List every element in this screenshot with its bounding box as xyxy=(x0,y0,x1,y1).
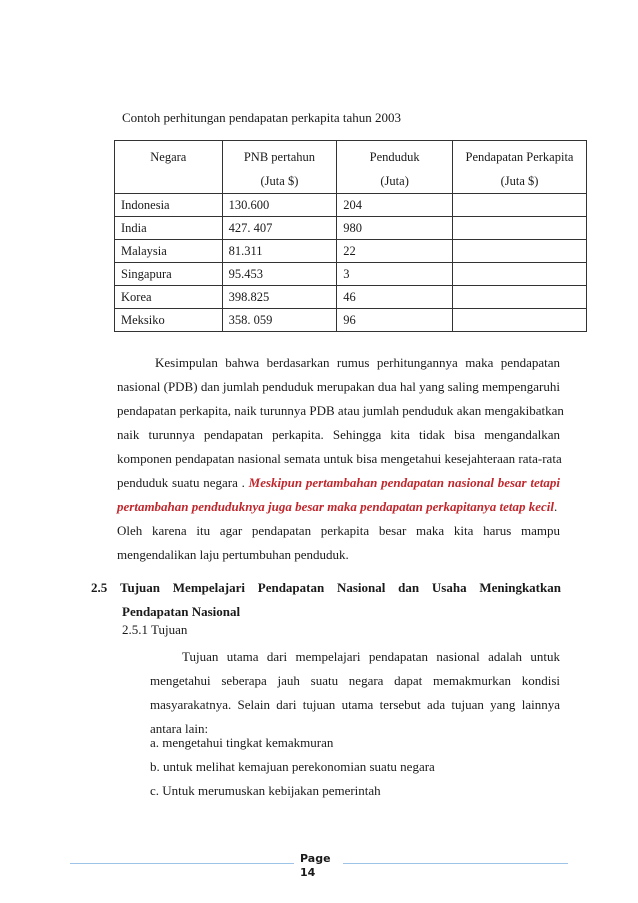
section-title-word: Usaha xyxy=(431,580,467,595)
cell-country: Meksiko xyxy=(115,309,223,332)
cell-population: 22 xyxy=(337,240,453,263)
emphasis-text: pertambahan penduduknya juga besar maka pendapatan perkapitanya tetap kecil xyxy=(117,499,554,514)
section-number: 2.5 xyxy=(91,580,108,595)
table-row xyxy=(115,217,587,240)
cell-per-capita xyxy=(452,194,586,217)
cell-country: Singapura xyxy=(115,263,223,286)
table-caption: Contoh perhitungan pendapatan perkapita tahun 2003 xyxy=(122,110,402,125)
page-number: 14 xyxy=(300,866,316,879)
footer-rule-right xyxy=(343,863,568,864)
paragraph-text: . xyxy=(553,499,558,514)
cell-pnb: 358. 059 xyxy=(222,309,337,332)
cell-country: Malaysia xyxy=(115,240,223,263)
cell-pnb: 398.825 xyxy=(222,286,337,309)
paragraph-line: mengendalikan laju pertumbuhan penduduk. xyxy=(117,547,349,562)
section-heading xyxy=(91,576,561,624)
list-item: c. Untuk merumuskan kebijakan pemerintah xyxy=(150,783,381,798)
page-number-block xyxy=(300,852,331,880)
table-row xyxy=(115,194,587,217)
cell-per-capita xyxy=(452,309,586,332)
body-line: mengetahui seberapa jauh suatu negara dapat memakmurkan kondisi xyxy=(150,673,560,688)
paragraph-line xyxy=(117,471,560,495)
income-table xyxy=(114,140,587,332)
table-row xyxy=(115,263,587,286)
section-title-word: Nasional xyxy=(336,580,386,595)
section-body xyxy=(150,645,560,741)
cell-population: 96 xyxy=(337,309,453,332)
section-heading-line xyxy=(91,576,561,600)
cell-country: Indonesia xyxy=(115,194,223,217)
table-row xyxy=(115,240,587,263)
cell-per-capita xyxy=(452,217,586,240)
section-title-word: Mempelajari xyxy=(172,580,245,595)
paragraph-line: Kesimpulan bahwa berdasarkan rumus perhitungannya maka pendapatan xyxy=(155,355,560,370)
table-row xyxy=(115,309,587,332)
header-penduduk: Penduduk (Juta) xyxy=(337,141,453,194)
cell-per-capita xyxy=(452,286,586,309)
paragraph-line xyxy=(117,495,560,519)
paragraph-line: pendapatan perkapita, naik turunnya PDB atau jumlah penduduk akan mengakibatkan xyxy=(117,403,564,418)
page-footer xyxy=(70,852,568,882)
cell-population: 46 xyxy=(337,286,453,309)
cell-pnb: 81.311 xyxy=(222,240,337,263)
paragraph-text: penduduk suatu negara . xyxy=(117,475,249,490)
list-item: b. untuk melihat kemajuan perekonomian suatu negara xyxy=(150,759,435,774)
goals-list xyxy=(150,731,435,803)
body-line: antara lain: xyxy=(150,721,209,736)
emphasis-text: Meskipun pertambahan pendapatan nasional besar tetapi xyxy=(248,475,560,490)
body-line: Tujuan utama dari mempelajari pendapatan nasional adalah untuk xyxy=(182,649,560,664)
section-title-word: Meningkatkan xyxy=(479,580,561,595)
section-title-word: dan xyxy=(398,580,420,595)
header-pnb: PNB pertahun (Juta $) xyxy=(222,141,337,194)
section-title-word: Pendapatan xyxy=(257,580,325,595)
cell-population: 3 xyxy=(337,263,453,286)
paragraph-line: komponen pendapatan nasional semata untuk bisa mengetahui kesejahteraan rata-rata xyxy=(117,451,562,466)
cell-pnb: 427. 407 xyxy=(222,217,337,240)
cell-pnb: 95.453 xyxy=(222,263,337,286)
section-title-line2: Pendapatan Nasional xyxy=(122,604,241,619)
section-title-word: Tujuan xyxy=(120,580,161,595)
paragraph-line: naik turunnya pendapatan perkapita. Sehingga kita tidak bisa mengandalkan xyxy=(117,427,560,442)
footer-rule-left xyxy=(70,863,294,864)
header-pendapatan-perkapita: Pendapatan Perkapita (Juta $) xyxy=(452,141,586,194)
cell-per-capita xyxy=(452,263,586,286)
header-negara: Negara xyxy=(115,141,223,194)
paragraph-line: Oleh karena itu agar pendapatan perkapita besar maka kita harus mampu xyxy=(117,523,560,538)
cell-country: Korea xyxy=(115,286,223,309)
paragraph-line: nasional (PDB) dan jumlah penduduk merupakan dua hal yang saling mempengaruhi xyxy=(117,379,560,394)
cell-population: 980 xyxy=(337,217,453,240)
cell-per-capita xyxy=(452,240,586,263)
body-line: masyarakatnya. Selain dari tujuan utama tersebut ada tujuan yang lainnya xyxy=(150,697,560,712)
list-item: a. mengetahui tingkat kemakmuran xyxy=(150,735,334,750)
conclusion-paragraph xyxy=(117,351,564,567)
cell-pnb: 130.600 xyxy=(222,194,337,217)
page-label: Page xyxy=(300,852,331,865)
table-row xyxy=(115,286,587,309)
cell-country: India xyxy=(115,217,223,240)
subsection-heading: 2.5.1 Tujuan xyxy=(122,622,188,637)
table-header-row xyxy=(115,141,587,194)
cell-population: 204 xyxy=(337,194,453,217)
